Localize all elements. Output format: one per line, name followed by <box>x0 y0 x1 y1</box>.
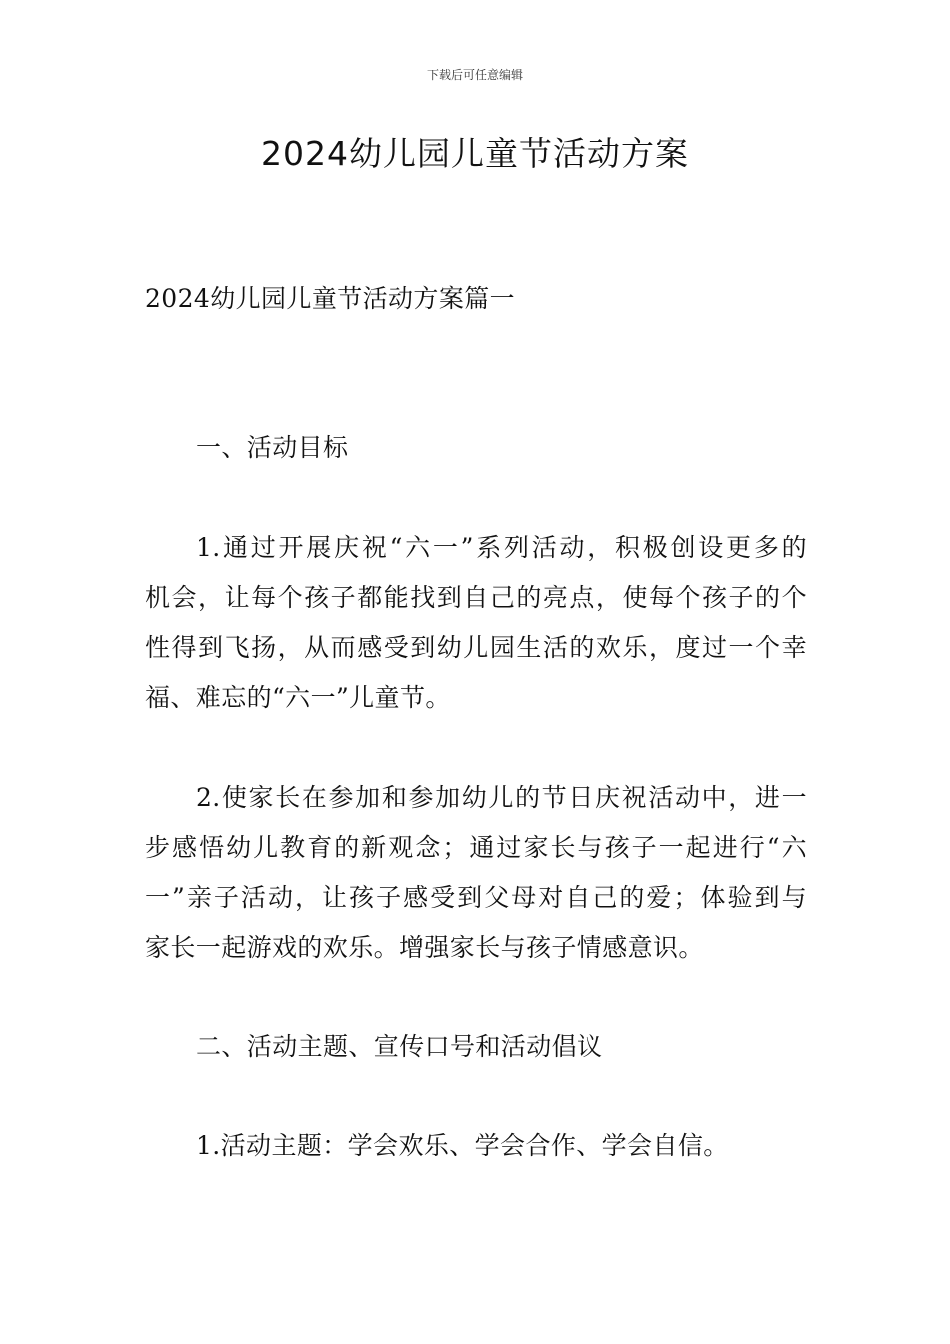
paragraph-line: 1.通过开展庆祝“六一”系列活动，积极创设更多的 <box>196 533 807 562</box>
paragraph-line: 性得到飞扬，从而感受到幼儿园生活的欢乐，度过一个幸 <box>145 633 807 662</box>
section-heading-theme: 二、活动主题、宣传口号和活动倡议 <box>196 1032 603 1061</box>
paragraph-line: 一”亲子活动，让孩子感受到父母对自己的爱；体验到与 <box>145 883 807 912</box>
document-subtitle: 2024幼儿园儿童节活动方案篇一 <box>145 284 516 313</box>
paragraph-line: 2.使家长在参加和参加幼儿的节日庆祝活动中，进一 <box>196 783 807 812</box>
paragraph-line: 家长一起游戏的欢乐。增强家长与孩子情感意识。 <box>145 933 704 962</box>
header-note: 下载后可任意编辑 <box>426 68 523 82</box>
paragraph-line: 机会，让每个孩子都能找到自己的亮点，使每个孩子的个 <box>145 583 807 612</box>
section-heading-goals: 一、活动目标 <box>196 433 349 462</box>
paragraph-line: 福、难忘的“六一”儿童节。 <box>145 683 451 712</box>
paragraph-line: 步感悟幼儿教育的新观念；通过家长与孩子一起进行“六 <box>145 833 807 862</box>
list-item: 1.活动主题：学会欢乐、学会合作、学会自信。 <box>196 1131 729 1160</box>
document-title: 2024幼儿园儿童节活动方案 <box>261 134 689 173</box>
